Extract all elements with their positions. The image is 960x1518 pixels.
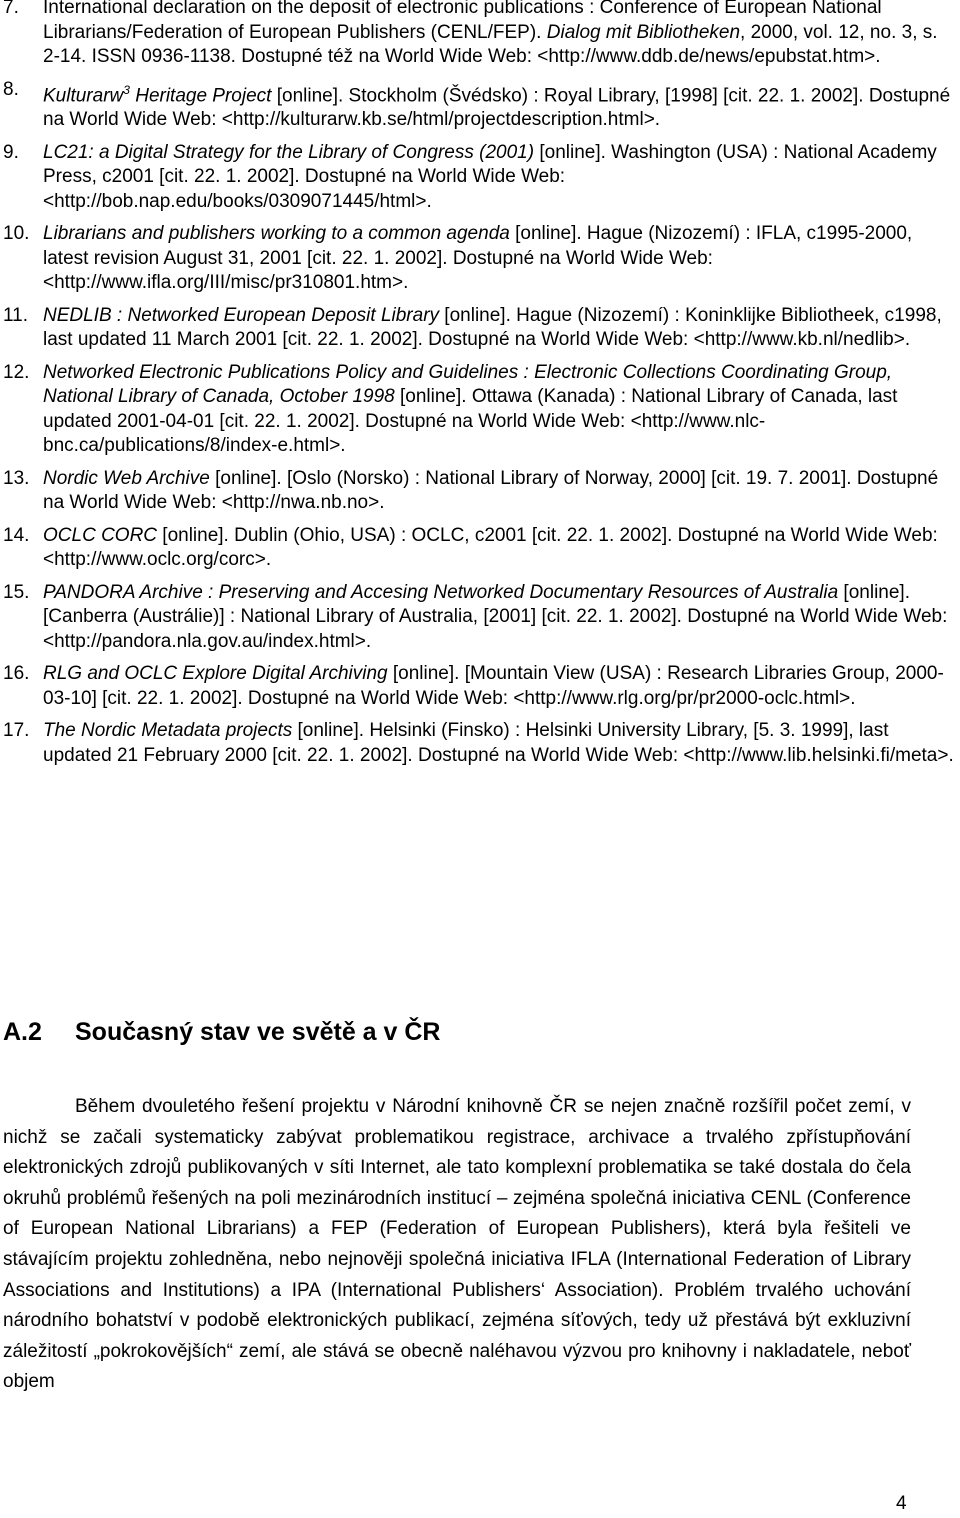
reference-item — [0, 662, 960, 711]
section-number: A.2 — [3, 1018, 42, 1046]
reference-item — [0, 524, 960, 573]
reference-title: Librarians and publishers working to a common agenda — [43, 223, 510, 245]
reference-title-continued: Heritage Project — [129, 84, 272, 106]
reference-title: NEDLIB : Networked European Deposit Library — [43, 304, 440, 326]
reference-details: [online]. Dublin (Ohio, USA) : OCLC, c2001 [cit. 22. 1. 2002]. Dostupné na World Wide Web: <http://www.oclc.org/corc>. — [43, 524, 938, 571]
reference-title: Networked Electronic Publications Policy and Guidelines : Electronic Collections Coordinating Group, National Library of Canada, October 1998 — [43, 361, 893, 408]
reference-number: 17. — [3, 720, 30, 742]
body-paragraph — [3, 1092, 911, 1398]
reference-details: , 2000, vol. 12, no. 3, s. 2-14. ISSN 0936-1138. Dostupné též na World Wide Web: <http://www.ddb.de/news/epubstat.htm>. — [43, 21, 938, 67]
reference-details: [online]. [Mountain View (USA) : Research Libraries Group, 2000-03-10] [cit. 22. 1. 2002]. Dostupné na World Wide Web: <http://www.rlg.org/pr/pr2000-oclc.html>. — [43, 663, 944, 709]
reference-title: RLG and OCLC Explore Digital Archiving — [43, 663, 388, 685]
reference-item — [0, 222, 960, 296]
reference-number: 11. — [3, 304, 29, 326]
reference-details: [online]. [Canberra (Austrálie)] : National Library of Australia, [2001] [cit. 22. 1. 2002]. Dostupné na World Wide Web: <http://pandora.nla.gov.au/index.html>. — [43, 581, 948, 652]
reference-title: Dialog mit Bibliotheken — [546, 21, 741, 43]
reference-title: Nordic Web Archive — [43, 467, 210, 489]
reference-details: [online]. [Oslo (Norsko) : National Library of Norway, 2000] [cit. 19. 7. 2001]. Dostupné na World Wide Web: <http://nwa.nb.no>. — [43, 467, 939, 514]
section-title: Současný stav ve světě a v ČR — [75, 1018, 441, 1046]
reference-details: [online]. Hague (Nizozemí) : Koninklijke Bibliotheek, c1998, last updated 11 March 2001 [cit. 22. 1. 2002]. Dostupné na World Wide Web: <http://www.kb.nl/nedlib>. — [43, 304, 942, 351]
reference-title: LC21: a Digital Strategy for the Library of Congress (2001) — [43, 141, 535, 163]
reference-item — [0, 78, 960, 133]
reference-details: [online]. Stockholm (Švédsko) : Royal Library, [1998] [cit. 22. 1. 2002]. Dostupné na World Wide Web: <http://kulturarw.kb.se/html/projectdescription.html>. — [43, 84, 951, 131]
reference-title: OCLC CORC — [43, 524, 158, 546]
reference-item — [0, 0, 960, 70]
reference-title: The Nordic Metadata projects — [43, 720, 293, 742]
reference-item — [0, 581, 960, 655]
page-number: 4 — [896, 1493, 907, 1514]
reference-title: PANDORA Archive : Preserving and Accesing Networked Documentary Resources of Australia — [43, 581, 839, 603]
reference-number: 10. — [3, 223, 30, 245]
reference-item — [0, 719, 960, 768]
reference-item — [0, 304, 960, 353]
reference-details: [online]. Helsinki (Finsko) : Helsinki University Library, [5. 3. 1999], last updated 21 February 2000 [cit. 22. 1. 2002]. Dostupné na World Wide Web: <http://www.lib.helsinki.fi/meta>. — [43, 720, 954, 766]
reference-title: Kulturarw — [43, 84, 124, 106]
reference-details: [online]. Hague (Nizozemí) : IFLA, c1995-2000, latest revision August 31, 2001 [cit. 22. 1. 2002]. Dostupné na World Wide Web: <http://www.ifla.org/III/misc/pr310801.htm>. — [43, 223, 913, 294]
reference-item — [0, 361, 960, 459]
reference-number: 14. — [3, 524, 30, 546]
reference-details: [online]. Ottawa (Kanada) : National Library of Canada, last updated 2001-04-01 [cit. 22. 1. 2002]. Dostupné na World Wide Web: <http://www.nlc-bnc.ca/publications/8/index-e.html>. — [43, 386, 898, 457]
reference-text: International declaration on the deposit of electronic publications : Conference of European National Librarians/Federation of European Publishers (CENL/FEP). — [43, 0, 882, 43]
reference-number: 7. — [3, 0, 19, 18]
reference-number: 13. — [3, 467, 30, 489]
reference-number: 15. — [3, 581, 30, 603]
reference-number: 12. — [3, 361, 30, 383]
reference-item — [0, 467, 960, 516]
reference-number: 9. — [3, 141, 19, 163]
section-heading — [3, 1016, 440, 1048]
reference-item — [0, 141, 960, 215]
paragraph-text: Během dvouletého řešení projektu v Národní knihovně ČR se nejen značně rozšířil počet zemí, v nichž se začali systematicky zabývat problematikou registrace, archivace a trvalého zpřístupňování elektronických zdrojů publikovaných v síti Internet, ale tato komplexní problematika se také dostala do čela okruhů problémů řešených na poli mezinárodních institucí – zejména společná iniciativa CENL (Conference of European National Librarians) a FEP (Federation of European Publishers), která byla řešiteli ve stávajícím projektu zohledněna, nebo nejnověji společná iniciativa IFLA (International Federation of Library Associations and Institutions) a IPA (International Publishers‘ Association). Problém trvalého uchování národního bohatství v podobě elektronických publikací, zejména síťových, tedy už přestává být exkluzivní záležitostí „pokrokovějších“ zemí, ale stává se obecně naléhavou výzvou pro knihovny i nakladatele, neboť objem — [3, 1096, 911, 1393]
reference-number: 16. — [3, 663, 30, 685]
reference-title-superscript: 3 — [123, 82, 130, 97]
reference-number: 8. — [3, 78, 19, 100]
reference-details: [online]. Washington (USA) : National Academy Press, c2001 [cit. 22. 1. 2002]. Dostupné na World Wide Web: <http://bob.nap.edu/books/0309071445/html>. — [43, 141, 937, 212]
